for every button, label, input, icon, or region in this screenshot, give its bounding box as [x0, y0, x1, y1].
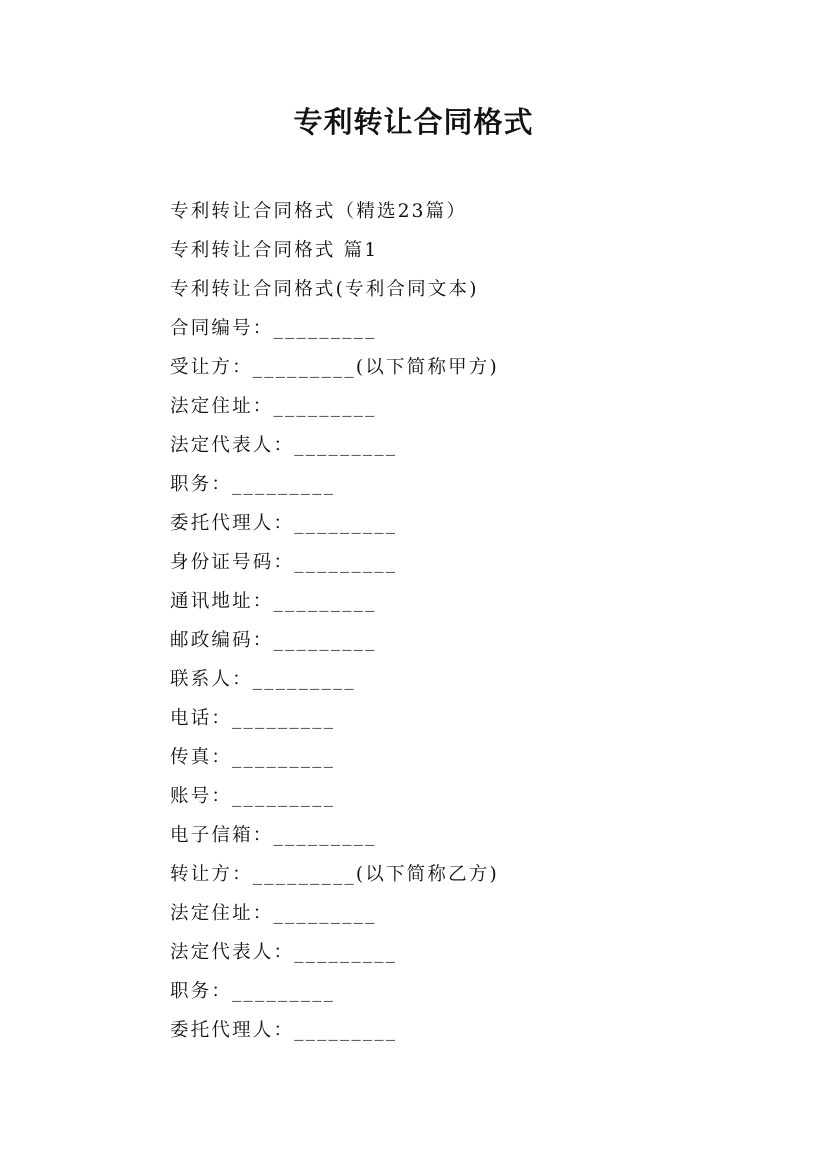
- contact-person-field: 联系人：_________: [170, 669, 356, 690]
- contract-number-field: 合同编号：_________: [170, 318, 377, 339]
- transferee-field: 受让方：_________(以下简称甲方): [170, 357, 499, 378]
- legal-address-field: 法定住址：_________: [170, 903, 377, 924]
- section-heading: 专利转让合同格式 篇1: [170, 240, 379, 261]
- transferor-field: 转让方：_________(以下简称乙方): [170, 864, 499, 885]
- phone-field: 电话：_________: [170, 708, 336, 729]
- authorized-agent-field: 委托代理人：_________: [170, 1020, 398, 1041]
- legal-address-field: 法定住址：_________: [170, 396, 377, 417]
- authorized-agent-field: 委托代理人：_________: [170, 513, 398, 534]
- document-body: [170, 192, 770, 1050]
- fax-field: 传真：_________: [170, 747, 336, 768]
- contract-heading: 专利转让合同格式(专利合同文本): [170, 279, 479, 300]
- position-field: 职务：_________: [170, 981, 336, 1002]
- id-number-field: 身份证号码：_________: [170, 552, 398, 573]
- legal-representative-field: 法定代表人：_________: [170, 435, 398, 456]
- subtitle-line: 专利转让合同格式（精选23篇）: [170, 201, 468, 222]
- postal-code-field: 邮政编码：_________: [170, 630, 377, 651]
- email-field: 电子信箱：_________: [170, 825, 377, 846]
- legal-representative-field: 法定代表人：_________: [170, 942, 398, 963]
- mailing-address-field: 通讯地址：_________: [170, 591, 377, 612]
- position-field: 职务：_________: [170, 474, 336, 495]
- account-field: 账号：_________: [170, 786, 336, 807]
- document-title: 专利转让合同格式: [293, 105, 534, 139]
